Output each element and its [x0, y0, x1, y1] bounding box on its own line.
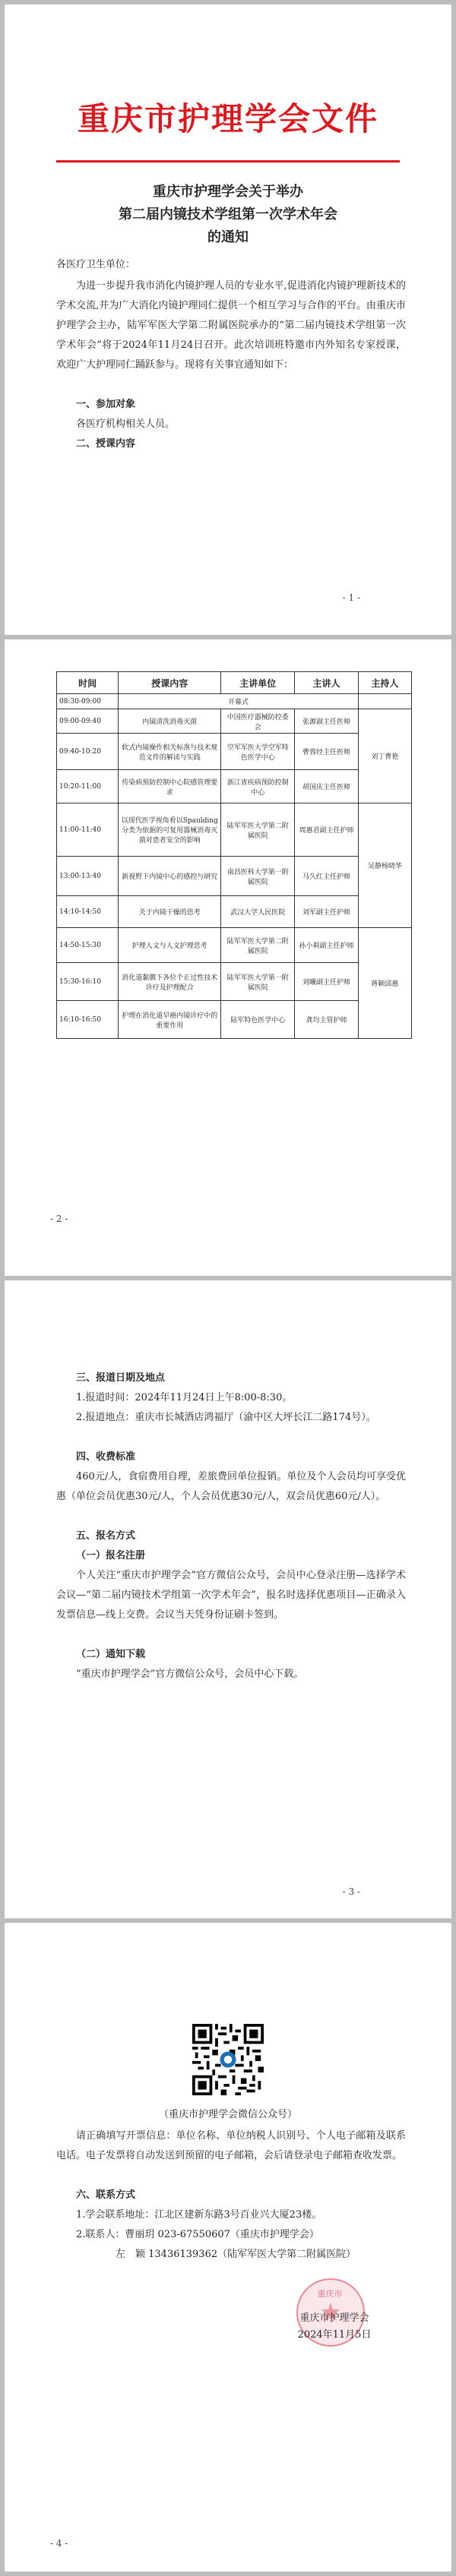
- row-topic: 内镜清洗消毒灭菌: [119, 709, 221, 734]
- page-4: [5, 1923, 451, 2571]
- header-red-rule: [56, 160, 400, 163]
- row-speaker: 孙小莉副主任护师: [295, 928, 359, 963]
- document-header-title: 重庆市护理学会文件: [77, 100, 378, 137]
- col-header-time: 时间: [57, 672, 119, 694]
- row-topic: 护理人文与人文护理思考: [119, 928, 221, 963]
- section-5-sub-1-body: 个人关注“重庆市护理学会”官方微信公众号，会员中心登录注册—选择学术会议—“第二届内镜技术学组第一次学术年会”，报名时选择优惠项目—正确录入发票信息—线上交费。会议当天凭身份证刷卡签到。: [56, 1570, 406, 1621]
- section-4-heading: 四、收费标准: [76, 1451, 136, 1463]
- row-host: 吴静杨晓华: [358, 803, 411, 928]
- page-3: [5, 1280, 451, 1918]
- table-row: [57, 694, 412, 709]
- schedule-header-row: [57, 672, 412, 694]
- section-1-heading: 一、参加对象: [76, 399, 136, 410]
- invoice-note: 请正确填写开票信息：单位名称、单位纳税人识别号、个人电子邮箱及联系电话。电子发票将自动发送到预留的电子邮箱，会后请登录电子邮箱查收发票。: [56, 2130, 406, 2161]
- row-topic: 传染病预防控制中心院感管理要求: [119, 770, 221, 803]
- row-unit: 南昌医科大学第一附属医院: [221, 857, 295, 896]
- row-time: 10:20-11:00: [57, 770, 119, 803]
- section-5-heading: 五、报名方式: [76, 1530, 136, 1542]
- signature-date: 2024年11月5日: [297, 2329, 372, 2341]
- row-topic: 以现代医学视角看以Spaulding分类为依据的可复用器械消毒灭菌对患者安全的影响: [119, 803, 221, 857]
- row-unit: 陆军军医大学第二附属医院: [221, 928, 295, 963]
- row-unit: 空军军医大学空军特色医学中心: [221, 734, 295, 770]
- row-speaker: 龚均主管护师: [295, 1001, 359, 1039]
- table-row: [57, 928, 412, 963]
- signature-org: 重庆市护理学会: [299, 2312, 369, 2324]
- section-4-body: 460元/人，食宿费用自理，差旅费回单位报销。单位及个人会员均可享受优惠（单位会员优惠30元/人，个人会员优惠30元/人，双会员优惠60元/人）。: [56, 1471, 406, 1502]
- row-speaker: 曹蓉经主任医师: [295, 734, 359, 770]
- col-header-host: 主持人: [358, 672, 411, 694]
- row-time: 14:50-15:30: [57, 928, 119, 963]
- contact-person-2: 左 颖 13436139362（陆军军医大学第二附属医院）: [116, 2249, 356, 2260]
- row-time: 09:40-10:20: [57, 734, 119, 770]
- section-3-line-2: 2.报道地点：重庆市长城酒店鸿福厅（渝中区大坪长江二路174号）。: [76, 1412, 376, 1423]
- qr-caption: （重庆市护理学会微信公众号）: [158, 2109, 297, 2120]
- page-2: [5, 639, 451, 1276]
- section-5-sub-2: （二）通知下载: [76, 1649, 146, 1660]
- row-speaker: 马久红主任护师: [295, 857, 359, 896]
- intro-paragraph: 为进一步提升我市消化内镜护理人员的专业水平,促进消化内镜护理新技术的学术交流,并为广大消化内镜护理同仁提供一个相互学习与合作的平台。由重庆市护理学会主办，陆军军医大学第二附属医院承办的“第二届内镜技术学组第一次学术年会”将于2024年11月24日召开。此次培训班特邀市内外知名专家授课，欢迎广大护理同仁踊跃参与。现将有关事宜通知如下：: [56, 280, 406, 371]
- row-speaker: 刘军副主任护师: [295, 896, 359, 928]
- col-header-unit: 主讲单位: [221, 672, 295, 694]
- row-unit: 陆军军医大学第一附属医院: [221, 963, 295, 1001]
- page-number-4: - 4 -: [50, 2538, 68, 2549]
- row-topic: 新视野下内镜中心的感控与研究: [119, 857, 221, 896]
- row-time: 14:10-14:50: [57, 896, 119, 928]
- row-topic: 软式内镜操作相关标准与技术规范文件的解读与实践: [119, 734, 221, 770]
- row-speaker: 刘曦副主任护师: [295, 963, 359, 1001]
- wechat-qr-code: [192, 2024, 264, 2095]
- col-header-speaker: 主讲人: [295, 672, 359, 694]
- page-number-3: - 3 -: [342, 1886, 360, 1897]
- row-unit: 武汉大学人民医院: [221, 896, 295, 928]
- contact-address: 1.学会联系地址：江北区建新东路3号百业兴大厦23楼。: [76, 2209, 322, 2221]
- section-5-sub-1: （一）报名注册: [76, 1550, 146, 1561]
- row-time: 11:00-11:40: [57, 803, 119, 857]
- row-speaker: 周惠君副主任护师: [295, 803, 359, 857]
- row-time: 16:10-16:50: [57, 1001, 119, 1039]
- section-1-body: 各医疗机构相关人员。: [76, 418, 176, 430]
- col-header-topic: 授课内容: [119, 672, 221, 694]
- row-time: 09:00-09:40: [57, 709, 119, 734]
- notice-title-line-1: 重庆市护理学会关于举办: [153, 184, 303, 200]
- notice-title: [5, 181, 451, 249]
- seal-text: 重庆市: [317, 2289, 343, 2299]
- row-time: 13:00-13:40: [57, 857, 119, 896]
- table-row: [57, 803, 412, 857]
- row-unit: 中国医疗器械防控委会: [221, 709, 295, 734]
- row-time: 08:30-09:00: [57, 694, 119, 709]
- row-unit: 陆军军医大学第二附属医院: [221, 803, 295, 857]
- section-3-heading: 三、报道日期及地点: [76, 1372, 166, 1384]
- notice-title-line-2: 第二届内镜技术学组第一次学术年会: [119, 207, 337, 223]
- page-number-2: - 2 -: [50, 1214, 68, 1224]
- contact-person-1: 2.联系人：曹丽玥 023-67550607（重庆市护理学会）: [76, 2229, 319, 2240]
- row-speaker: 胡国庆主任医师: [295, 770, 359, 803]
- row-speaker: 张源淑主任医师: [295, 709, 359, 734]
- notice-title-line-3: 的通知: [207, 229, 249, 245]
- row-topic: 消化道黏膜下各位个正过性技术诊疗及护理配合: [119, 963, 221, 1001]
- row-time: 15:30-16:10: [57, 963, 119, 1001]
- row-host-empty: [358, 694, 411, 709]
- section-3-line-1: 1.报道时间：2024年11月24日上午8:00-8:30。: [76, 1392, 293, 1403]
- row-host: 刘丁曹艳: [358, 709, 411, 803]
- table-row: [57, 709, 412, 734]
- section-2-heading: 二、授课内容: [76, 438, 136, 450]
- section-5-sub-2-body: “重庆市护理学会”官方微信公众号，会员中心下载。: [76, 1668, 304, 1680]
- row-unit: 陆军特色医学中心: [221, 1001, 295, 1039]
- salutation: 各医疗卫生单位：: [56, 259, 136, 270]
- row-topic: 护理在消化道早癌内镜诊疗中的重要作用: [119, 1001, 221, 1039]
- row-topic: 关于内镜干燥的思考: [119, 896, 221, 928]
- page-1: [5, 5, 451, 635]
- schedule-table: [56, 671, 412, 1039]
- row-unit: 浙江省疾病预防控制中心: [221, 770, 295, 803]
- section-6-heading: 六、联系方式: [76, 2189, 136, 2201]
- page-number-1: - 1 -: [342, 592, 360, 603]
- row-host: 蒋颖邱惠: [358, 928, 411, 1039]
- row-topic: 开幕式: [119, 694, 358, 709]
